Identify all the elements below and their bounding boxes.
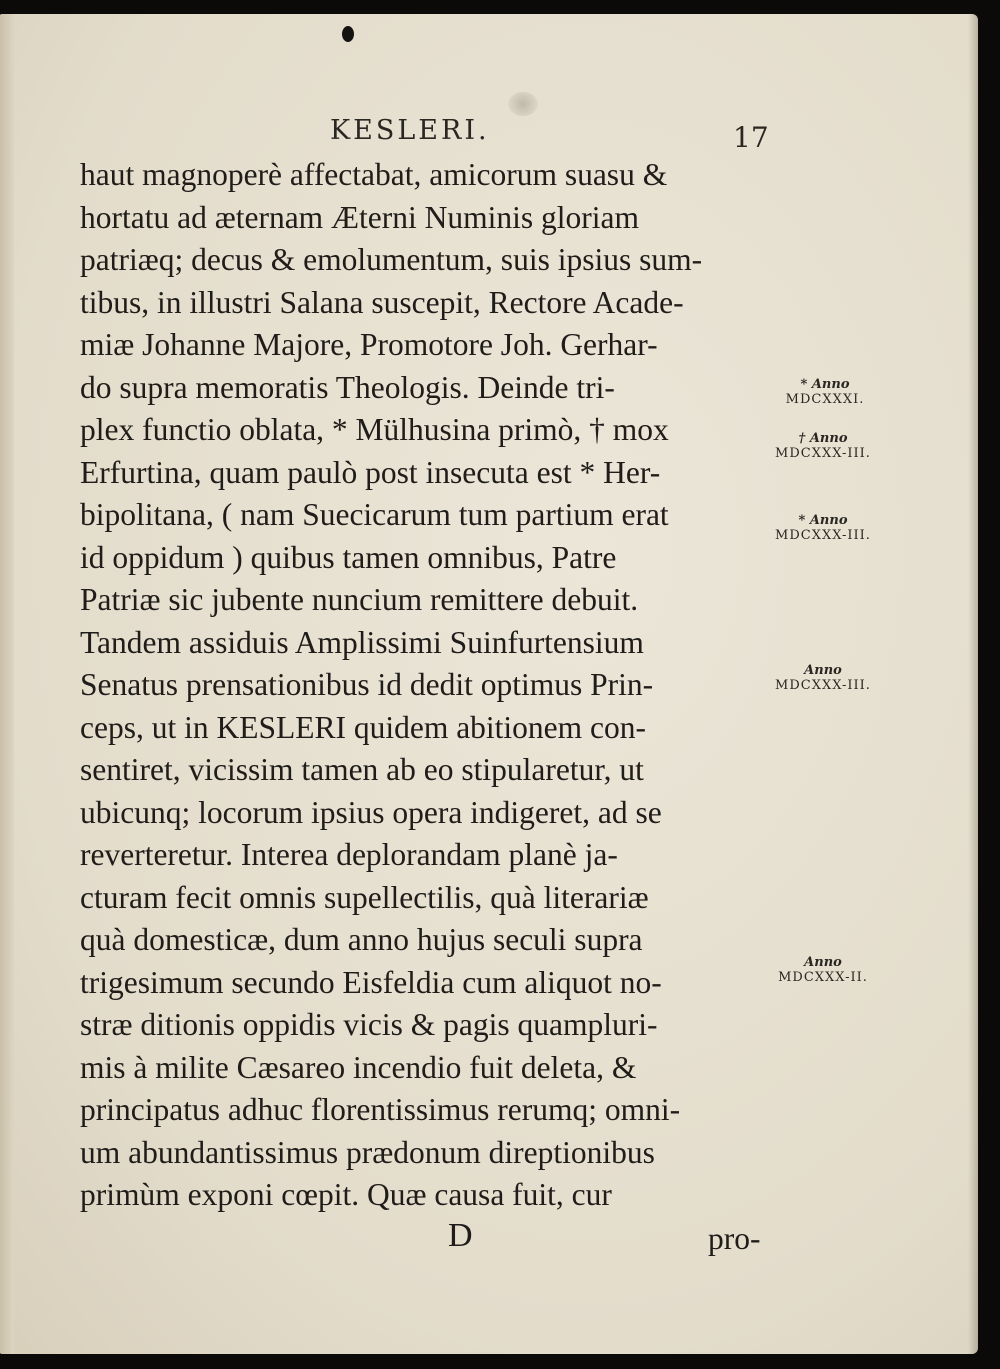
marginal-note	[768, 432, 878, 462]
marginal-note-year: MDCXXX-III.	[775, 527, 871, 543]
body-text	[80, 154, 780, 1217]
text-line: ceps, ut in KESLERI quidem abitionem con-	[80, 709, 647, 745]
marginal-note-anno: Anno	[804, 955, 842, 970]
text-line: miæ Johanne Majore, Promotore Joh. Gerhar-	[80, 327, 658, 362]
marginal-note-anno: * Anno	[798, 513, 848, 528]
text-line: Tandem assiduis Amplissimi Suinfurtensium	[80, 624, 644, 660]
text-line: Erfurtina, quam paulò post insecuta est * Her-	[80, 454, 661, 490]
text-line: Patriæ sic jubente nuncium remittere debuit.	[80, 582, 639, 617]
text-line: plex functio oblata, * Mülhusina primò, † mox	[80, 412, 669, 447]
signature-mark: D	[448, 1217, 473, 1254]
text-line: reverteretur. Interea deplorandam planè ja-	[80, 837, 618, 872]
ink-smudge	[508, 92, 538, 116]
text-line: sentiret, vicissim tamen ab eo stipularetur, ut	[80, 752, 644, 787]
marginal-note	[768, 956, 878, 986]
text-line: bipolitana, ( nam Suecicarum tum partium erat	[80, 497, 669, 532]
marginal-note-year: MDCXXX-III.	[775, 677, 871, 693]
page-shadow	[968, 14, 978, 1354]
text-line: mis à milite Cæsareo incendio fuit deleta, &	[80, 1049, 637, 1085]
text-line: um abundantissimus prædonum direptionibus	[80, 1134, 655, 1170]
text-line: tibus, in illustri Salana suscepit, Rectore Acade-	[80, 284, 684, 320]
text-line: stræ ditionis oppidis vicis & pagis quampluri-	[80, 1007, 658, 1042]
text-line: hortatu ad æternam Æterni Numinis gloriam	[80, 199, 640, 235]
page-number: 17	[733, 121, 769, 154]
marginal-note-year: MDCXXX-II.	[778, 969, 868, 985]
text-line: id oppidum ) quibus tamen omnibus, Patre	[80, 539, 617, 575]
text-line: principatus adhuc florentissimus rerumq; omni-	[80, 1092, 681, 1127]
marginal-note-anno: * Anno	[800, 377, 850, 392]
page-edge	[0, 14, 14, 1354]
text-line: trigesimum secundo Eisfeldia cum aliquot no-	[80, 964, 662, 1000]
binding-hole	[342, 26, 354, 42]
running-title: KESLERI.	[330, 115, 490, 146]
text-line: primùm exponi cœpit. Quæ causa fuit, cur	[80, 1177, 612, 1212]
marginal-note-year: MDCXXXI.	[785, 391, 865, 407]
marginal-note-anno: † Anno	[798, 431, 848, 446]
text-line: patriæq; decus & emolumentum, suis ipsius sum-	[80, 242, 703, 277]
text-line: quà domesticæ, dum anno hujus seculi supra	[80, 922, 643, 957]
text-line: cturam fecit omnis supellectilis, quà literariæ	[80, 879, 649, 915]
text-line: haut magnoperè affectabat, amicorum suasu &	[80, 157, 668, 192]
text-line: Senatus prensationibus id dedit optimus Prin-	[80, 667, 654, 702]
marginal-note	[770, 378, 880, 408]
text-line: ubicunq; locorum ipsius opera indigeret, ad se	[80, 794, 662, 830]
book-page	[0, 14, 978, 1354]
text-line: do supra memoratis Theologis. Deinde tri-	[80, 369, 615, 405]
marginal-note-year: MDCXXX-III.	[775, 445, 871, 461]
marginal-note	[768, 514, 878, 544]
marginal-note	[768, 664, 878, 694]
catchword: pro-	[708, 1221, 761, 1256]
marginal-note-anno: Anno	[804, 663, 842, 678]
